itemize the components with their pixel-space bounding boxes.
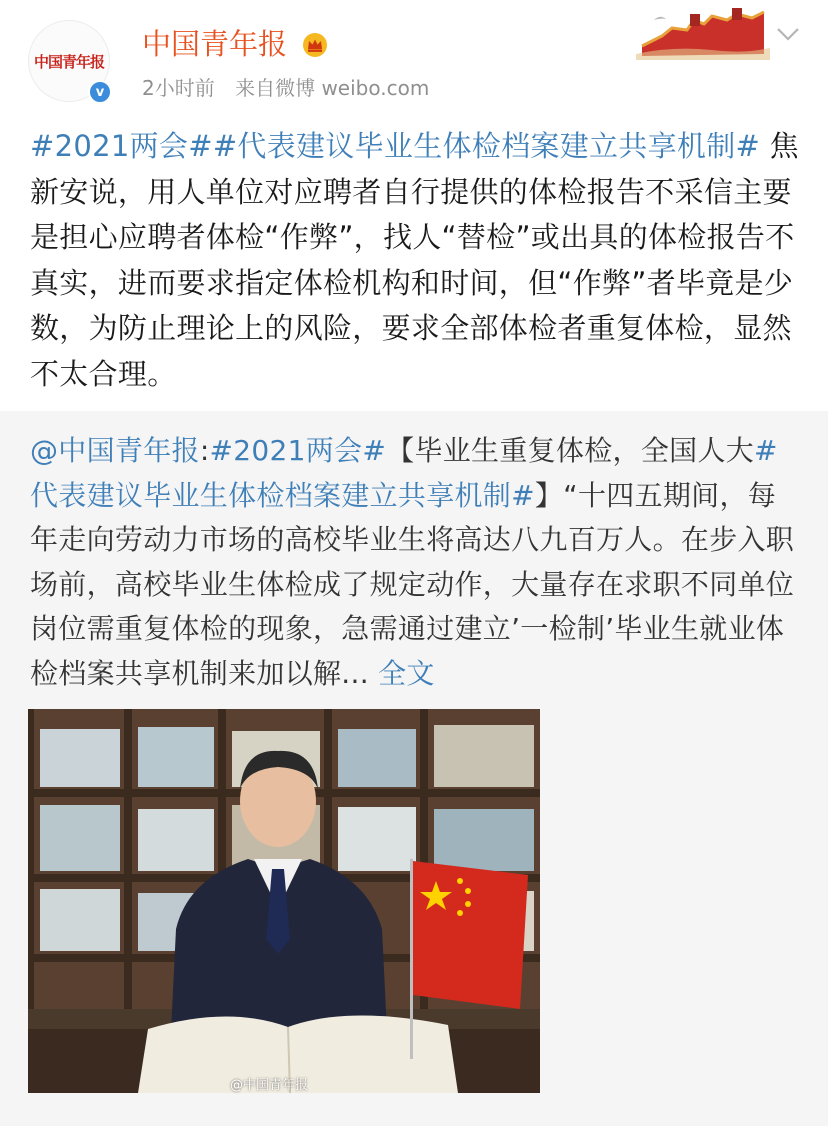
- chevron-down-icon[interactable]: [775, 24, 801, 44]
- post-body-text: 焦新安说，用人单位对应聘者自行提供的体检报告不采信主要是担心应聘者体检“作弊”，找人“替检”或出具的体检报告不真实，进而要求指定体检机构和时间，但“作弊”者毕竟是少数，为防止理论上的风险，要求全部体检者重复体检，显然不太合理。: [30, 129, 799, 391]
- repost-text-part2: 】“十四五期间，每年走向劳动力市场的高校毕业生将高达八九百万人。在步入职场前，高校毕业生体检成了规定动作，大量存在求职不同单位岗位需重复体检的现象，急需通过建立’一检制’毕业生就业体检档案共享机制来加以解...: [30, 478, 795, 690]
- verified-badge-icon: v: [88, 80, 112, 104]
- hashtag-link[interactable]: #2021两会#: [209, 434, 387, 467]
- hashtag-link[interactable]: #代表建议毕业生体检档案建立共享机制#: [30, 434, 778, 512]
- crown-icon: [302, 32, 328, 58]
- avatar-logo-text: 中国青年报: [33, 52, 104, 71]
- hashtag-link[interactable]: #2021两会#: [30, 129, 213, 163]
- repost-body: [30, 429, 802, 696]
- hashtag-link[interactable]: #代表建议毕业生体检档案建立共享机制#: [212, 129, 761, 163]
- post-time: 2小时前: [142, 76, 215, 100]
- repost-colon: :: [199, 434, 210, 467]
- post-image[interactable]: [28, 709, 540, 1093]
- post-body: [30, 124, 810, 397]
- photo-illustration: [28, 709, 540, 1093]
- full-text-link[interactable]: 全文: [378, 656, 435, 690]
- image-watermark: @中国青年报: [230, 1078, 309, 1093]
- repost-text-part1: 【毕业生重复体检，全国人大: [386, 434, 755, 467]
- post-header: [0, 0, 828, 120]
- post-meta: [142, 74, 443, 102]
- account-name[interactable]: 中国青年报: [142, 27, 288, 61]
- mention-link[interactable]: @中国青年报: [30, 434, 200, 467]
- great-wall-decoration: [632, 6, 770, 60]
- post-source: 来自微博 weibo.com: [235, 76, 430, 100]
- reposted-content[interactable]: [0, 411, 828, 1126]
